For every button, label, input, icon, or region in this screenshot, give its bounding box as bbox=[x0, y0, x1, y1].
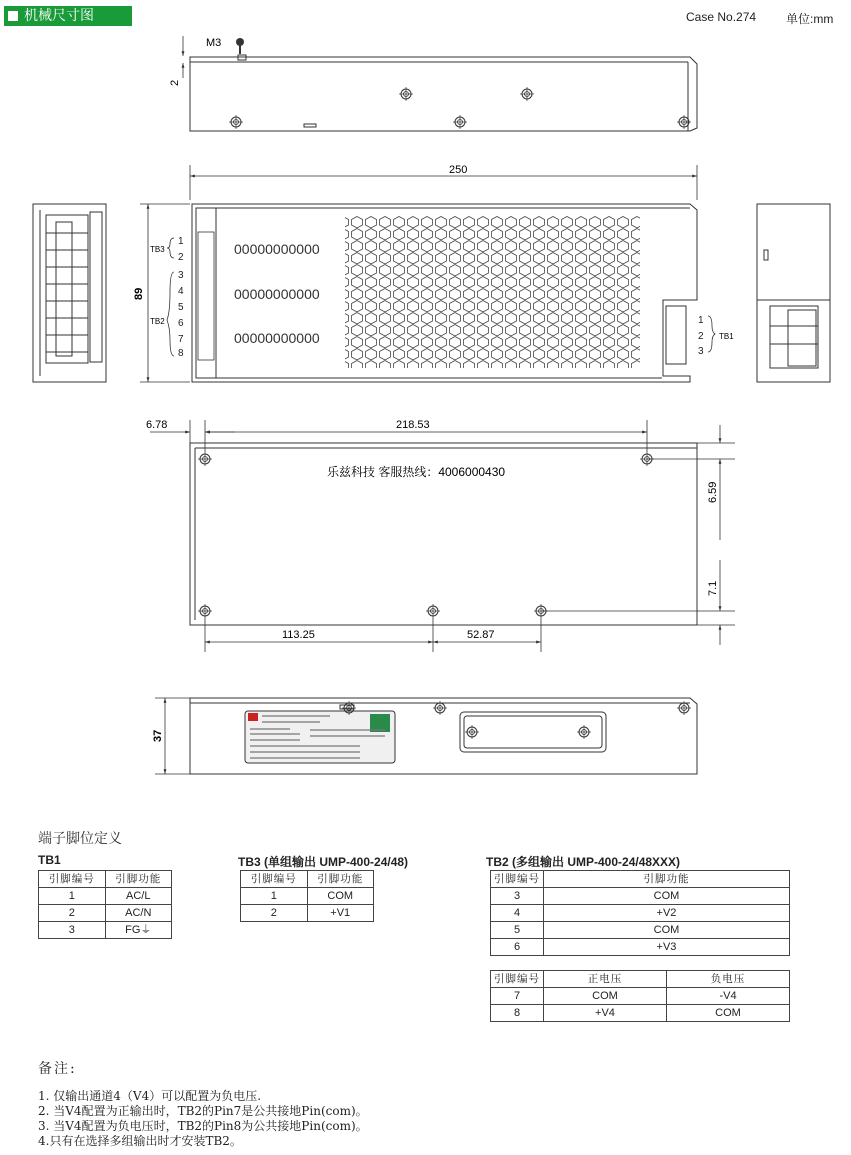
table-row: 3 FG⏚ bbox=[39, 922, 172, 939]
tb1-title: TB1 bbox=[38, 853, 61, 867]
top-view bbox=[190, 55, 697, 131]
svg-text:1: 1 bbox=[698, 315, 704, 326]
header-title: 机械尺寸图 bbox=[24, 8, 94, 24]
screw-icon bbox=[236, 38, 244, 54]
table-row: 3 COM bbox=[491, 888, 790, 905]
dim-hole-offset: 6.78 bbox=[146, 419, 168, 431]
svg-text:00000000000: 00000000000 bbox=[234, 286, 320, 302]
dim-bottom-right: 52.87 bbox=[467, 629, 495, 641]
tb-right-pins bbox=[698, 315, 704, 357]
svg-text:3: 3 bbox=[698, 346, 704, 357]
svg-text:3: 3 bbox=[178, 270, 184, 281]
tb1-label: TB1 bbox=[719, 332, 734, 341]
svg-text:6: 6 bbox=[178, 318, 184, 329]
note-item: 2. 当V4配置为正输出时，TB2的Pin7是公共接地Pin(com)。 bbox=[38, 1104, 368, 1118]
svg-text:7: 7 bbox=[178, 334, 184, 345]
svg-text:5: 5 bbox=[178, 302, 184, 313]
tb-left-terminal bbox=[198, 232, 214, 360]
table-row: 5 COM bbox=[491, 922, 790, 939]
svg-text:2: 2 bbox=[698, 331, 704, 342]
svg-text:00000000000: 00000000000 bbox=[234, 330, 320, 346]
note-item: 4.只有在选择多组输出时才安装TB2。 bbox=[38, 1134, 242, 1148]
svg-text:8: 8 bbox=[178, 348, 184, 359]
tb3-title: TB3 (单组输出 UMP-400-24/48) bbox=[238, 855, 409, 869]
dim-hole-span: 218.53 bbox=[396, 419, 430, 431]
tb-left-pins bbox=[178, 236, 184, 359]
tb1-table: 引脚编号 引脚功能 1 AC/L 2 AC/N 3 FG⏚ bbox=[38, 870, 172, 939]
note-item: 1. 仅输出通道4（V4）可以配置为负电压. bbox=[38, 1089, 262, 1103]
case-number: Case No.274 bbox=[686, 10, 757, 24]
vent-slots bbox=[234, 241, 320, 346]
dim-right-top: 6.59 bbox=[707, 481, 719, 503]
right-end-view bbox=[757, 204, 830, 382]
watermark-text: 乐兹科技 客服热线：4006000430 bbox=[327, 465, 506, 479]
svg-text:4: 4 bbox=[178, 286, 184, 297]
tb2-voltage-table: 引脚编号 正电压 负电压 7 COM -V4 8 +V4 COM bbox=[490, 970, 790, 1022]
dim-length: 250 bbox=[449, 164, 468, 176]
dim-top-thickness: 2 bbox=[169, 79, 181, 86]
svg-text:2: 2 bbox=[178, 252, 184, 263]
svg-text:1: 1 bbox=[178, 236, 184, 247]
table-row: 7 COM -V4 bbox=[491, 988, 790, 1005]
table-row: 8 +V4 COM bbox=[491, 1005, 790, 1022]
notes-title: 备注: bbox=[38, 1061, 77, 1077]
table-row: 1 COM bbox=[241, 888, 374, 905]
left-end-view bbox=[33, 204, 106, 382]
table-row: 6 +V3 bbox=[491, 939, 790, 956]
tb2-title: TB2 (多组输出 UMP-400-24/48XXX) bbox=[486, 855, 681, 869]
note-item: 3. 当V4配置为负电压时，TB2的Pin8为公共接地Pin(com)。 bbox=[38, 1119, 368, 1133]
tb3-label: TB3 bbox=[150, 245, 165, 254]
dim-height: 89 bbox=[133, 287, 145, 300]
table-row: 1 AC/L bbox=[39, 888, 172, 905]
unit-label: 单位:mm bbox=[786, 12, 834, 26]
tb2-table: 引脚编号 引脚功能 3 COM 4 +V2 5 COM 6 +V3 bbox=[490, 870, 790, 956]
side-view bbox=[190, 698, 697, 774]
terminal-section-title: 端子脚位定义 bbox=[38, 831, 122, 847]
tb3-table: 引脚编号 引脚功能 1 COM 2 +V1 bbox=[240, 870, 374, 922]
dim-bottom-left: 113.25 bbox=[282, 629, 315, 641]
dim-right-bottom: 7.1 bbox=[707, 580, 719, 596]
screw-label: M3 bbox=[206, 37, 222, 49]
notes-section bbox=[38, 1062, 368, 1149]
dim-depth: 37 bbox=[152, 729, 164, 742]
table-row: 4 +V2 bbox=[491, 905, 790, 922]
table-row: 2 AC/N bbox=[39, 905, 172, 922]
tb2-label: TB2 bbox=[150, 317, 165, 326]
table-row: 2 +V1 bbox=[241, 905, 374, 922]
svg-text:00000000000: 00000000000 bbox=[234, 241, 320, 257]
